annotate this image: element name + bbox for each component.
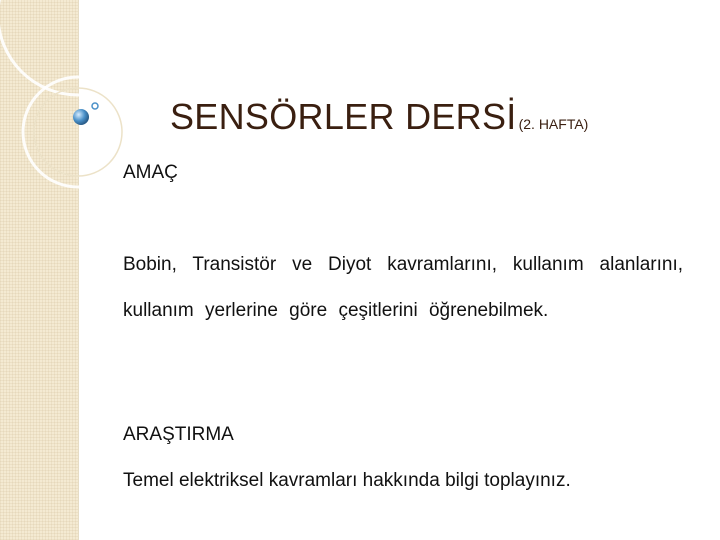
title-suffix: (2. HAFTA) xyxy=(518,116,589,132)
goal-heading: AMAÇ xyxy=(123,162,178,183)
deco-ring-small xyxy=(34,88,122,176)
bullet-small-icon xyxy=(92,103,98,109)
bullet-blue-icon xyxy=(73,109,89,125)
deco-ring-large xyxy=(0,0,158,95)
research-paragraph: Temel elektriksel kavramları hakkında bilgi toplayınız. xyxy=(123,470,571,491)
research-heading: ARAŞTIRMA xyxy=(123,424,234,445)
title-main: SENSÖRLER DERSİ xyxy=(170,96,517,137)
goal-paragraph: Bobin, Transistör ve Diyot kavramlarını, kullanım alanlarını, kullanım yerlerine göre çeşitlerini öğrenebilmek. xyxy=(123,254,683,321)
slide-title xyxy=(170,96,588,138)
